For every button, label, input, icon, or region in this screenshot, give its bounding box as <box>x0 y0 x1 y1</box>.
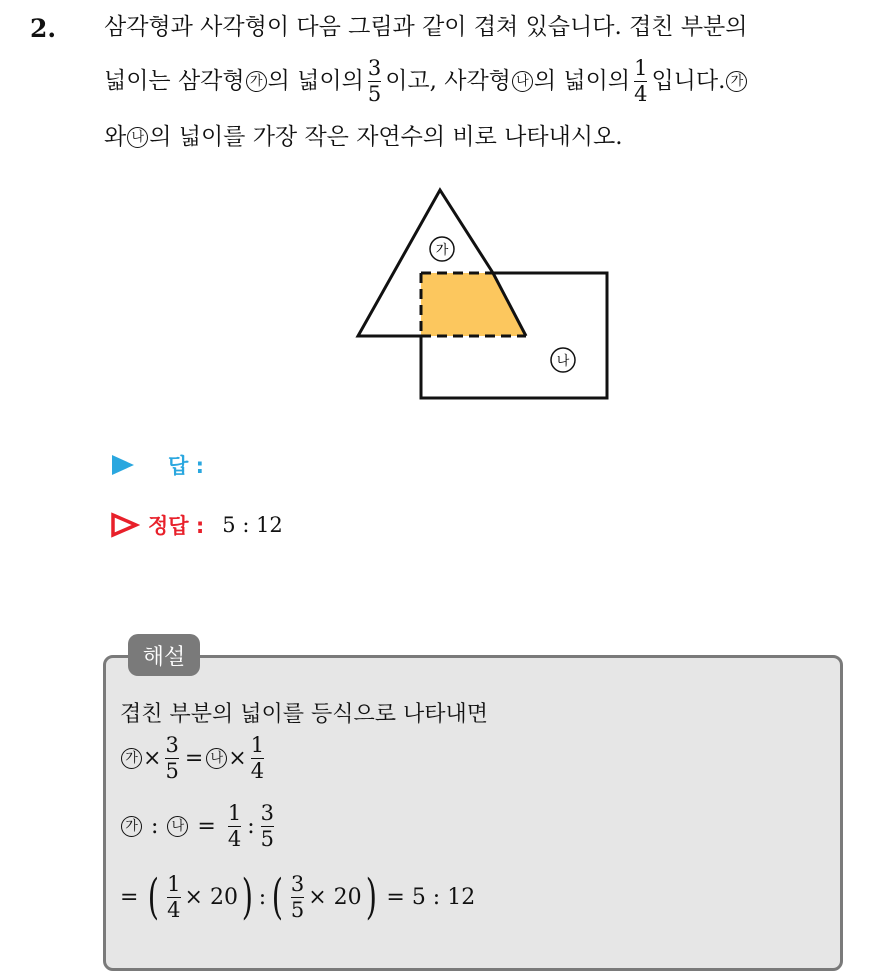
text: 입니다. <box>651 68 726 94</box>
numerator: 3 <box>260 801 275 825</box>
colon: : <box>258 884 267 910</box>
problem-line-3 <box>104 126 623 149</box>
numerator: 3 <box>290 871 305 896</box>
answer-row <box>110 450 204 480</box>
solution-line-4 <box>120 869 476 925</box>
colon: : <box>247 814 255 839</box>
fraction-1-4 <box>228 803 241 850</box>
solution-line-3 <box>120 803 278 850</box>
denominator: 4 <box>167 897 181 922</box>
text: 이고, 사각형 <box>385 68 511 94</box>
text: 의 넓이를 가장 작은 자연수의 비로 나타내시오. <box>149 124 623 150</box>
right-paren: ) <box>241 869 253 925</box>
right-paren: ) <box>365 869 377 925</box>
ga-symbol: 가 <box>246 71 267 92</box>
denominator: 5 <box>290 897 305 922</box>
colon: : <box>151 814 159 839</box>
times: × <box>228 746 247 771</box>
na-symbol: 나 <box>206 748 227 769</box>
numerator: 3 <box>367 56 382 80</box>
fraction-1-4 <box>251 735 264 782</box>
na-symbol: 나 <box>127 127 148 148</box>
denominator: 5 <box>260 827 275 851</box>
result: = 5 : 12 <box>386 884 476 910</box>
equals: = <box>197 814 216 839</box>
times-20: × 20 <box>308 884 362 910</box>
overlap-figure <box>340 180 630 410</box>
ga-symbol: 가 <box>726 71 747 92</box>
problem-line-2 <box>104 58 748 105</box>
left-paren: ( <box>148 869 160 925</box>
problem-line-1: 삼각형과 사각형이 다음 그림과 같이 겹쳐 있습니다. 겹친 부분의 <box>104 14 748 40</box>
na-symbol: 나 <box>512 71 533 92</box>
equals: = <box>120 884 139 910</box>
solution-line-2 <box>120 735 268 782</box>
problem-number: 2. <box>30 14 57 43</box>
times-20: × 20 <box>184 884 238 910</box>
play-outline-icon <box>110 512 140 538</box>
text: 의 넓이의 <box>533 68 631 94</box>
text: 의 넓이의 <box>267 68 364 94</box>
fraction-1-4 <box>167 871 181 922</box>
numerator: 1 <box>250 733 265 757</box>
denominator: 5 <box>367 82 382 106</box>
fraction-3-5 <box>165 735 178 782</box>
denominator: 4 <box>227 827 242 851</box>
fraction-1-4 <box>634 58 647 105</box>
fraction-3-5 <box>261 803 274 850</box>
denominator: 4 <box>634 82 648 106</box>
answer-label: 답 : <box>168 454 204 478</box>
ga-symbol: 가 <box>121 748 142 769</box>
numerator: 1 <box>634 56 648 80</box>
correct-value: 5 : 12 <box>222 513 283 537</box>
play-icon <box>110 453 136 477</box>
ga-label: 가 <box>435 243 449 258</box>
correct-label: 정답 : <box>148 514 205 538</box>
na-symbol: 나 <box>167 816 188 837</box>
text: 와 <box>104 124 127 150</box>
na-label: 나 <box>556 354 570 369</box>
fraction-3-5 <box>368 58 381 105</box>
numerator: 1 <box>227 801 242 825</box>
times: × <box>143 746 162 771</box>
denominator: 5 <box>165 759 179 783</box>
numerator: 3 <box>165 733 179 757</box>
solution-line-1: 겹친 부분의 넓이를 등식으로 나타내면 <box>120 702 489 727</box>
equals: = <box>184 746 204 771</box>
ga-symbol: 가 <box>121 816 142 837</box>
solution-tag: 해설 <box>128 634 200 676</box>
numerator: 1 <box>167 871 181 896</box>
denominator: 4 <box>250 759 265 783</box>
fraction-3-5 <box>290 871 305 922</box>
left-paren: ( <box>271 869 284 925</box>
text: 넓이는 삼각형 <box>104 68 245 94</box>
correct-answer-row <box>110 510 283 540</box>
